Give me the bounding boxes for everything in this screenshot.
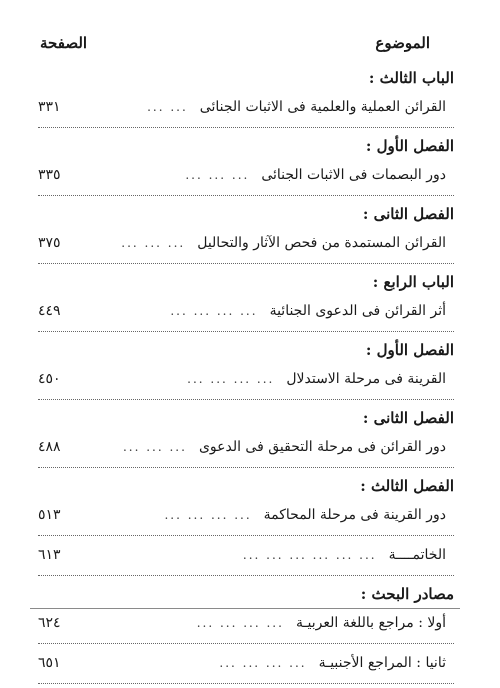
toc-entry-leader: ... ... (147, 100, 188, 114)
section-heading: الفصل الأول : (365, 341, 454, 359)
toc-entry-page-number: ٤٨٨ (38, 439, 61, 455)
toc-entry-leader: ... ... ... ... (187, 372, 275, 386)
toc-entry-title: القرائن المستمدة من فحص الآثار والتحاليل (197, 235, 446, 251)
toc-entry-title: دور البصمات فى الاثبات الجنائى (261, 167, 446, 183)
entry-underline (38, 574, 454, 576)
toc-entry-title: دور القرينة فى مرحلة المحاكمة (263, 507, 446, 523)
toc-entry-page-number: ٣٣١ (38, 99, 61, 115)
toc-entry-page-number: ٦٢٤ (38, 615, 61, 631)
toc-entry-page-number: ٦١٣ (38, 547, 61, 563)
toc-entry-title: أثر القرائن فى الدعوى الجنائية (269, 303, 446, 319)
toc-entry-leader: ... ... ... (121, 236, 186, 250)
section-heading: الفصل الثالث : (360, 477, 454, 495)
toc-entry-leader: ... ... ... ... ... ... (242, 548, 377, 562)
toc-entry-leader: ... ... ... ... (170, 304, 258, 318)
section-heading: الفصل الثانى : (362, 205, 454, 223)
toc-entry (38, 608, 454, 638)
entry-underline (38, 466, 454, 468)
page-column-header: الصفحة (40, 34, 88, 52)
toc-entry (38, 160, 454, 190)
entry-underline (38, 398, 454, 400)
entry-underline (38, 126, 454, 128)
toc-entry-page-number: ٣٧٥ (38, 235, 61, 251)
toc-entry-leader: ... ... ... (185, 168, 250, 182)
topic-column-header: الموضوع (375, 34, 430, 52)
section-heading: الباب الثالث : (368, 69, 454, 87)
entry-underline (38, 194, 454, 196)
toc-entry-page-number: ٦٥١ (38, 655, 61, 671)
toc-entry-page-number: ٤٤٩ (38, 303, 61, 319)
section-heading: الباب الرابع : (372, 273, 454, 291)
toc-entry-leader: ... ... ... ... (196, 616, 284, 630)
toc-entry-title: القرائن العملية والعلمية فى الاثبات الجنائى (199, 99, 446, 115)
toc-entry (38, 500, 454, 530)
section-heading: الفصل الثانى : (362, 409, 454, 427)
toc-entry (38, 364, 454, 394)
toc-entry-title: دور القرائن فى مرحلة التحقيق فى الدعوى (198, 439, 446, 455)
entry-underline (38, 330, 454, 332)
toc-entry-page-number: ٤٥٠ (38, 371, 61, 387)
toc-entry-title: أولا : مراجع باللغة العربيـة (295, 615, 446, 631)
toc-entry-leader: ... ... ... ... (219, 656, 307, 670)
toc-entry-page-number: ٥١٣ (38, 507, 61, 523)
toc-entry (38, 92, 454, 122)
toc-entry-page-number: ٣٣٥ (38, 167, 61, 183)
section-heading: مصادر البحث : (360, 585, 454, 603)
toc-entry (38, 228, 454, 258)
entry-underline (38, 642, 454, 644)
toc-entry-title: القرينة فى مرحلة الاستدلال (286, 371, 446, 387)
toc-entry-title: ثانيا : المراجع الأجنبيـة (318, 655, 446, 671)
toc-entry-leader: ... ... ... (122, 440, 187, 454)
entry-underline (38, 534, 454, 536)
toc-entry (38, 540, 454, 570)
toc-entry (38, 296, 454, 326)
toc-entry (38, 432, 454, 462)
table-of-contents (38, 64, 454, 688)
entry-underline (38, 262, 454, 264)
toc-entry-leader: ... ... ... ... (164, 508, 252, 522)
toc-entry (38, 648, 454, 678)
toc-entry-title: الخاتمــــة (388, 547, 446, 563)
bottom-rule (30, 608, 460, 609)
section-heading: الفصل الأول : (365, 137, 454, 155)
entry-underline (38, 682, 454, 684)
